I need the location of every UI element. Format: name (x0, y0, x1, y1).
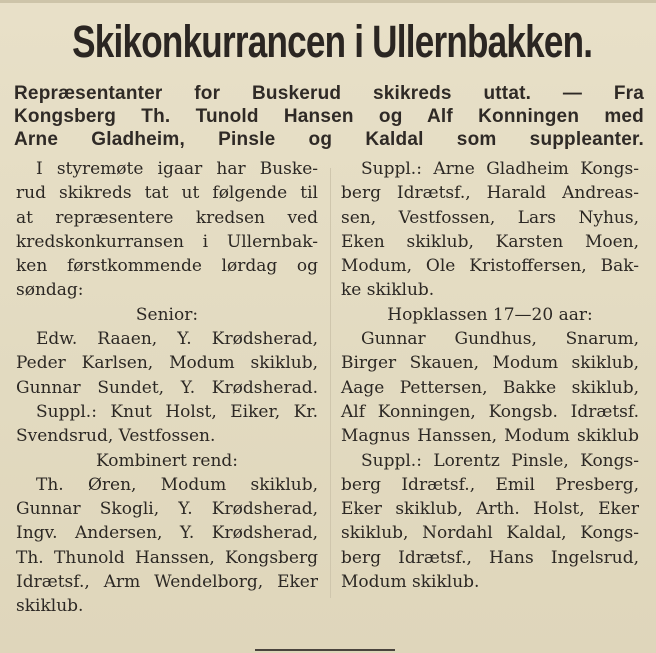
text-line: Aage Pettersen, Bakke skiklub, (341, 377, 639, 398)
text-line: Svendsrud, Vestfossen. (16, 426, 216, 447)
text-line: Modum, Ole Kristoffersen, Bak- (341, 256, 639, 277)
text-line: Magnus Hanssen, Modum skiklub (341, 426, 639, 447)
text-line: Suppl.: Arne Gladheim Kongs- (361, 159, 639, 179)
text-line: ke skiklub. (341, 280, 435, 301)
text-line: at repræsentere kredsen ved (16, 207, 318, 228)
text-line: Gunnar Sundet, Y. Krødsherad. (16, 377, 318, 398)
text-line: Alf Konningen, Kongsb. Idrætsf. (341, 401, 639, 422)
text-line: Th. Øren, Modum skiklub, (36, 474, 318, 495)
text-line: Ingv. Andersen, Y. Krødsherad, (16, 523, 318, 544)
text-line: Gunnar Gundhus, Snarum, (361, 329, 639, 350)
text-line: Modum skiklub. (341, 572, 480, 593)
headline: Skikonkurrancen i Ullernbakken. (72, 16, 593, 67)
text-line: Suppl.: Lorentz Pinsle, Kongs- (361, 450, 639, 471)
text-line: rud skikreds tat ut følgende til (16, 183, 318, 204)
text-line: Suppl.: Knut Holst, Eiker, Kr. (36, 401, 318, 422)
text-line: I styremøte igaar har Buske- (36, 159, 318, 179)
subheadline (14, 82, 644, 151)
text-line: Eken skiklub, Karsten Moen, (341, 231, 639, 252)
text-line: berg Idrætsf., Harald Andreas- (341, 183, 639, 204)
text-line: Edw. Raaen, Y. Krødsherad, (36, 329, 318, 350)
bottom-rule (255, 649, 395, 651)
text-line: kredskonkurransen i Ullernbak- (16, 231, 318, 252)
text-line: Eker skiklub, Arth. Holst, Eker (341, 499, 639, 520)
right-column (341, 157, 639, 594)
text-line: skiklub, Nordahl Kaldal, Kongs- (341, 523, 639, 544)
text-line: berg Idrætsf., Emil Presberg, (341, 474, 639, 495)
text-line: skiklub. (16, 596, 84, 617)
subheadline-line: Kongsberg Th. Tunold Hansen og Alf Konningen med (14, 106, 644, 127)
text-line: Hopklassen 17—20 aar: (387, 304, 593, 325)
subheadline-line: Repræsentanter for Buskerud skikreds uttat. — Fra (14, 83, 644, 104)
text-line: ken førstkommende lørdag og (16, 256, 318, 277)
text-line: Gunnar Skogli, Y. Krødsherad, (16, 499, 318, 520)
left-column (16, 157, 318, 619)
text-line: Peder Karlsen, Modum skiklub, (16, 353, 318, 374)
text-line: Th. Thunold Hanssen, Kongsberg (16, 547, 318, 568)
text-line: Kombinert rend: (95, 450, 239, 471)
text-line: Senior: (135, 304, 199, 325)
column-divider (330, 168, 331, 598)
text-line: sen, Vestfossen, Lars Nyhus, (341, 207, 639, 228)
text-line: Birger Skauen, Modum skiklub, (341, 353, 639, 374)
text-line: søndag: (16, 280, 84, 301)
subheadline-line: Arne Gladheim, Pinsle og Kaldal som suppleanter. (14, 129, 644, 150)
text-line: berg Idrætsf., Hans Ingelsrud, (341, 547, 639, 568)
top-edge (0, 0, 656, 3)
text-line: Idrætsf., Arm Wendelborg, Eker (16, 572, 318, 593)
